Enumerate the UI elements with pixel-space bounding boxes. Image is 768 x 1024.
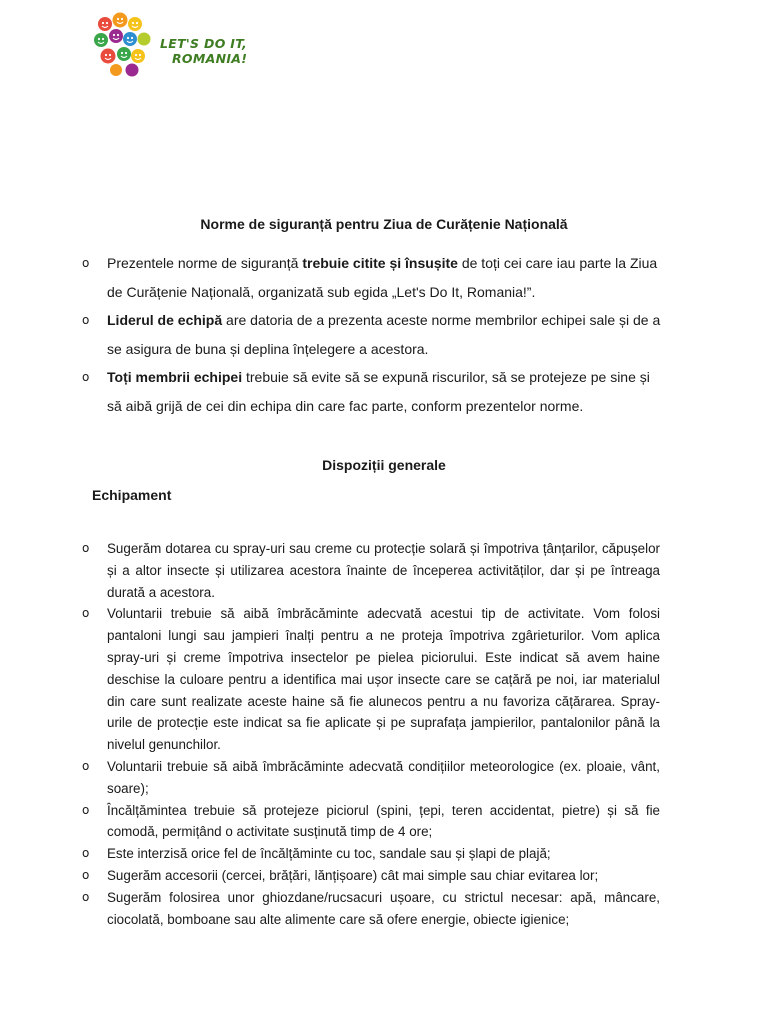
bullet-icon: o (82, 846, 90, 861)
list-item: o Este interzisă orice fel de încălțăminte cu toc, sandale sau și șlapi de plajă; (82, 843, 660, 865)
bullet-icon: o (82, 758, 90, 773)
list-item: o Toți membrii echipei trebuie să evite să se expună riscurilor, să se protejeze pe sine și să aibă grijă de cei din echipa din care fac parte, conform prezentelor norme. (82, 363, 662, 420)
bullet-icon: o (82, 802, 90, 817)
smiley-faces-icon (92, 12, 158, 82)
bullet-icon: o (82, 867, 90, 882)
bullet-icon: o (82, 256, 90, 270)
subsection-title: Echipament (92, 487, 172, 503)
intro-list (82, 249, 662, 420)
list-item: o Prezentele norme de siguranță trebuie citite și însușite de toți cei care iau parte la Ziua de Curățenie Națională, organizată sub egida „Let's Do It, Romania!”. (82, 249, 662, 306)
bullet-icon: o (82, 606, 90, 621)
list-item: o Liderul de echipă are datoria de a prezenta aceste norme membrilor echipei sale și de a se asigura de buna și deplina înțelegere a acestora. (82, 306, 662, 363)
logo-line-1: LET'S DO IT, (160, 36, 248, 51)
lets-do-it-romania-logo (92, 12, 262, 82)
list-item: o Sugerăm folosirea unor ghiozdane/rucsacuri ușoare, cu strictul necesar: apă, mâncare, ciocolată, bomboane sau alte alimente care să ofere energie, obiecte igienice; (82, 887, 660, 931)
list-item: o Sugerăm accesorii (cercei, brățări, lănțișoare) cât mai simple sau chiar evitarea lor; (82, 865, 660, 887)
page-title: Norme de siguranță pentru Ziua de Curățenie Națională (200, 216, 568, 232)
bullet-icon: o (82, 889, 90, 904)
list-item: o Sugerăm dotarea cu spray-uri sau creme cu protecție solară și împotriva țânțarilor, căpușelor și a altor insecte și utilizarea acestora înainte de începerea activităților, dar și pe întreaga durată a acestora. (82, 538, 660, 603)
bullet-icon: o (82, 313, 90, 327)
section-title: Dispoziții generale (322, 457, 446, 473)
bullet-icon: o (82, 541, 90, 555)
bullet-icon: o (82, 370, 90, 384)
logo-wordmark (160, 36, 247, 66)
logo-line-2: ROMANIA! (172, 51, 248, 66)
list-item: o Voluntarii trebuie să aibă îmbrăcăminte adecvată acestui tip de activitate. Vom folosi pantaloni lungi sau jampieri înalți pentru a ne proteja împotriva zgârieturilor. Vom aplica spray-uri și creme împotriva insectelor pe pielea piciorului. Este indicat să avem haine deschise la culoare pentru a identifica mai ușor insecte care se cațără pe noi, iar materialul din care sunt realizate aceste haine să fie alunecos pentru a nu favoriza cățărarea. Spray-urile de protecție este indicat sa fie aplicate și pe suprafața jampierilor, pantalonilor până la nivelul genunchilor. (82, 603, 660, 756)
list-item: o Încălțămintea trebuie să protejeze piciorul (spini, țepi, teren accidentat, pietre) și să fie comodă, permițând o activitate susținută timp de 4 ore; (82, 800, 660, 844)
list-item: o Voluntarii trebuie să aibă îmbrăcăminte adecvată condițiilor meteorologice (ex. ploaie, vânt, soare); (82, 756, 660, 800)
equipment-list (82, 538, 660, 930)
